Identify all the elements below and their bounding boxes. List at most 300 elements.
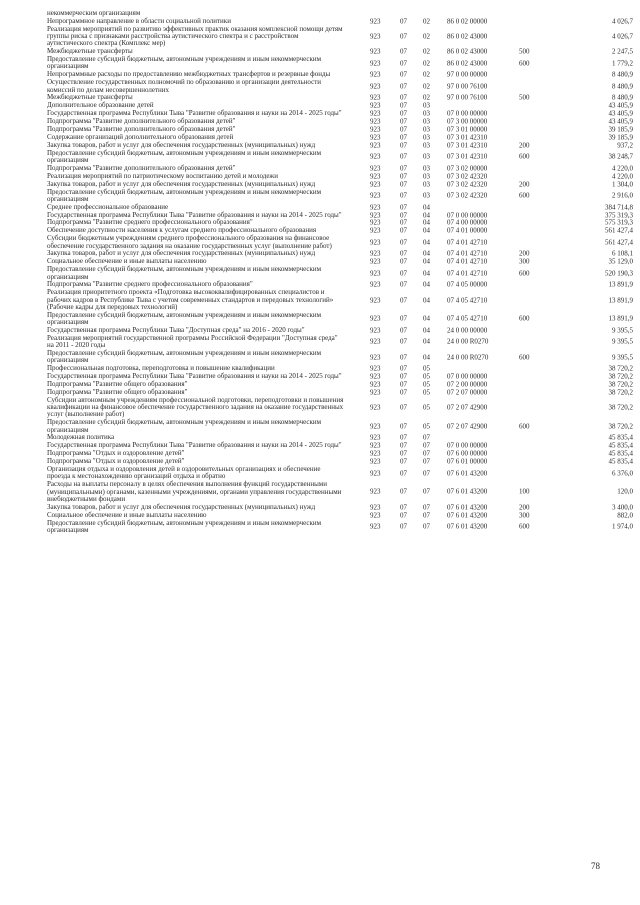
table-row (47, 466, 633, 481)
cell-subsection: 07 (423, 503, 430, 512)
cell-section: 07 (400, 117, 407, 126)
cell-section: 07 (400, 487, 407, 496)
cell-amount: 1 304,0 (612, 179, 633, 188)
table-row (47, 235, 633, 250)
cell-amount: 9 395,5 (612, 326, 633, 335)
cell-subsection: 04 (423, 210, 430, 219)
cell-subsection: 05 (423, 372, 430, 381)
cell-ved: 923 (370, 93, 381, 102)
cell-subsection: 07 (423, 449, 430, 458)
cell-name: Межбюджетные трансферты (47, 47, 133, 56)
cell-subsection: 04 (423, 202, 430, 211)
cell-target-article: 07 2 07 42900 (447, 403, 488, 412)
cell-ved: 923 (370, 522, 381, 531)
cell-amount: 882,0 (617, 510, 633, 519)
cell-section: 07 (400, 133, 407, 142)
cell-ved: 923 (370, 191, 381, 200)
cell-name: Подпрограмма "Развитие дополнительного образования детей" (47, 124, 236, 133)
cell-ved: 923 (370, 353, 381, 362)
cell-amount: 8 480,9 (612, 70, 633, 79)
cell-amount: 6 376,0 (612, 468, 633, 477)
cell-ved: 923 (370, 510, 381, 519)
cell-name: Подпрограмма "Развитие среднего профессионального образования" (47, 218, 253, 227)
cell-ved: 923 (370, 109, 381, 118)
cell-section: 07 (400, 109, 407, 118)
cell-ved: 923 (370, 141, 381, 150)
cell-section: 07 (400, 269, 407, 278)
cell-section: 07 (400, 403, 407, 412)
cell-name: Предоставление субсидий бюджетным, автономным учреждениям и иным некоммерческим организациям (47, 187, 322, 203)
cell-amount: 1 779,2 (612, 59, 633, 68)
cell-amount: 4 220,0 (612, 164, 633, 173)
cell-name: Молодежная политика (47, 433, 115, 442)
cell-name: Предоставление субсидий бюджетным, автономным учреждениям и иным некоммерческим организациям (47, 55, 322, 71)
table-row (47, 189, 633, 204)
cell-target-article: 07 4 01 42710 (447, 238, 488, 247)
cell-ved: 923 (370, 364, 381, 373)
cell-name: Подпрограмма "Развитие дополнительного образования детей" (47, 117, 236, 126)
cell-name: Реализация мероприятий по патриотическому воспитанию детей и молодежи (47, 171, 279, 180)
cell-section: 07 (400, 82, 407, 91)
cell-subsection: 02 (423, 82, 430, 91)
cell-target-article: 07 6 01 43200 (447, 522, 488, 531)
cell-section: 07 (400, 353, 407, 362)
cell-expense-type: 200 (519, 503, 530, 512)
cell-name: Социальное обеспечение и иные выплаты населению (47, 510, 207, 519)
cell-amount: 45 835,4 (608, 457, 633, 466)
cell-section: 07 (400, 249, 407, 258)
cell-ved: 923 (370, 117, 381, 126)
cell-section: 07 (400, 191, 407, 200)
cell-ved: 923 (370, 449, 381, 458)
cell-amount: 120,0 (617, 487, 633, 496)
cell-name: Подпрограмма "Развитие среднего профессионального образования" (47, 280, 253, 289)
cell-target-article: 07 0 00 00000 (447, 210, 488, 219)
cell-target-article: 07 6 01 43200 (447, 510, 488, 519)
cell-ved: 923 (370, 388, 381, 397)
cell-subsection: 04 (423, 353, 430, 362)
cell-expense-type: 600 (519, 59, 530, 68)
cell-target-article: 07 2 00 00000 (447, 380, 488, 389)
cell-ved: 923 (370, 172, 381, 181)
cell-target-article: 97 0 00 76100 (447, 93, 488, 102)
cell-name: Реализация мероприятий государственной программы Российской Федерации "Доступная среда" на 2011 - 2020 годы (47, 333, 338, 350)
cell-target-article: 07 6 01 43200 (447, 468, 488, 477)
cell-amount: 3 400,0 (612, 503, 633, 512)
cell-expense-type: 200 (519, 141, 530, 150)
cell-target-article: 86 0 02 43000 (447, 47, 488, 56)
cell-target-article: 07 6 01 43200 (447, 487, 488, 496)
cell-amount: 45 835,4 (608, 449, 633, 458)
cell-ved: 923 (370, 210, 381, 219)
cell-name: Организация отдыха и оздоровления детей в оздоровительных организациях и обеспечение проезда к местонахождению организаций отдыха и обратно (47, 465, 321, 481)
cell-subsection: 02 (423, 70, 430, 79)
cell-target-article: 07 3 02 42320 (447, 191, 488, 200)
cell-amount: 561 427,4 (605, 238, 633, 247)
table-row (47, 397, 633, 419)
cell-name: Содержание организаций дополнительного образования детей (47, 132, 234, 141)
cell-section: 07 (400, 280, 407, 289)
cell-subsection: 02 (423, 17, 430, 26)
cell-target-article: 07 3 01 42310 (447, 133, 488, 142)
cell-ved: 923 (370, 226, 381, 235)
cell-subsection: 07 (423, 457, 430, 466)
cell-name: Обеспечение доступности населения к услугам среднего профессионального образования (47, 226, 317, 235)
cell-ved: 923 (370, 152, 381, 161)
cell-section: 07 (400, 314, 407, 323)
cell-amount: 13 891,9 (608, 314, 633, 323)
table-row (47, 312, 633, 327)
cell-target-article: 07 6 01 43200 (447, 503, 488, 512)
cell-target-article: 07 4 01 42710 (447, 249, 488, 258)
table-row (47, 289, 633, 311)
cell-subsection: 03 (423, 179, 430, 188)
cell-target-article: 07 0 00 00000 (447, 372, 488, 381)
cell-ved: 923 (370, 164, 381, 173)
cell-section: 07 (400, 164, 407, 173)
cell-subsection: 04 (423, 226, 430, 235)
cell-subsection: 04 (423, 326, 430, 335)
cell-section: 07 (400, 179, 407, 188)
cell-expense-type: 500 (519, 93, 530, 102)
table-row (47, 481, 633, 503)
page-number: 78 (591, 861, 600, 871)
cell-expense-type: 600 (519, 314, 530, 323)
cell-section: 07 (400, 47, 407, 56)
cell-subsection: 04 (423, 257, 430, 266)
cell-subsection: 03 (423, 172, 430, 181)
cell-amount: 38 720,2 (608, 372, 633, 381)
cell-subsection: 04 (423, 295, 430, 304)
cell-target-article: 07 6 01 00000 (447, 457, 488, 466)
table-row (47, 26, 633, 48)
cell-name: Непрограммное направление в области социальной политики (47, 16, 231, 25)
cell-ved: 923 (370, 32, 381, 41)
table-row (47, 79, 633, 94)
cell-name: Предоставление субсидий бюджетным, автономным учреждениям и иным некоммерческим организациям (47, 310, 322, 327)
cell-ved: 923 (370, 179, 381, 188)
cell-amount: 38 720,2 (608, 388, 633, 397)
cell-expense-type: 600 (519, 191, 530, 200)
cell-expense-type: 600 (519, 269, 530, 278)
cell-subsection: 03 (423, 101, 430, 110)
cell-ved: 923 (370, 280, 381, 289)
cell-section: 07 (400, 457, 407, 466)
cell-section: 07 (400, 372, 407, 381)
cell-section: 07 (400, 172, 407, 181)
cell-subsection: 03 (423, 191, 430, 200)
budget-table (47, 10, 633, 535)
cell-ved: 923 (370, 70, 381, 79)
cell-section: 07 (400, 238, 407, 247)
cell-target-article: 07 4 01 42710 (447, 269, 488, 278)
cell-section: 07 (400, 226, 407, 235)
cell-amount: 575 319,3 (605, 218, 633, 227)
cell-subsection: 03 (423, 141, 430, 150)
cell-target-article: 07 0 00 00000 (447, 441, 488, 450)
cell-amount: 375 319,3 (605, 210, 633, 219)
cell-subsection: 05 (423, 364, 430, 373)
cell-subsection: 05 (423, 403, 430, 412)
cell-amount: 45 835,4 (608, 433, 633, 442)
cell-target-article: 86 0 02 43000 (447, 32, 488, 41)
cell-section: 07 (400, 326, 407, 335)
cell-ved: 923 (370, 326, 381, 335)
cell-amount: 1 974,0 (612, 522, 633, 531)
cell-section: 07 (400, 59, 407, 68)
cell-section: 07 (400, 422, 407, 431)
cell-section: 07 (400, 152, 407, 161)
cell-section: 07 (400, 388, 407, 397)
cell-ved: 923 (370, 101, 381, 110)
cell-ved: 923 (370, 422, 381, 431)
cell-target-article: 07 3 01 42310 (447, 152, 488, 161)
cell-amount: 43 405,9 (608, 109, 633, 118)
cell-name: Непрограммные расходы по предоставлению межбюджетных трансфертов и резервные фонды (47, 70, 331, 79)
cell-expense-type: 500 (519, 47, 530, 56)
cell-ved: 923 (370, 457, 381, 466)
cell-ved: 923 (370, 487, 381, 496)
cell-name: Закупка товаров, работ и услуг для обеспечения государственных (муниципальных) нужд (47, 502, 316, 511)
cell-expense-type: 100 (519, 487, 530, 496)
cell-name: Реализация мероприятий по развитию эффективных практик оказания комплексной помощи детям группы риска с признаками расстройства аутистического спектра и с расстройством аутистического спектра (Комплекс мер) (47, 24, 343, 48)
cell-section: 07 (400, 202, 407, 211)
cell-target-article: 86 0 02 00000 (447, 17, 488, 26)
cell-section: 07 (400, 449, 407, 458)
cell-target-article: 07 2 07 00000 (447, 388, 488, 397)
table-row (47, 520, 633, 535)
cell-subsection: 07 (423, 433, 430, 442)
table-row (47, 419, 633, 434)
table-row (47, 56, 633, 71)
cell-section: 07 (400, 433, 407, 442)
cell-target-article: 07 4 05 00000 (447, 280, 488, 289)
cell-section: 07 (400, 125, 407, 134)
cell-name: Закупка товаров, работ и услуг для обеспечения государственных (муниципальных) нужд (47, 179, 316, 188)
cell-name: Предоставление субсидий бюджетным, автономным учреждениям и иным некоммерческим организациям (47, 148, 322, 164)
cell-ved: 923 (370, 269, 381, 278)
table-row (47, 150, 633, 165)
cell-target-article: 07 3 02 42320 (447, 179, 488, 188)
cell-subsection: 02 (423, 47, 430, 56)
cell-subsection: 02 (423, 32, 430, 41)
cell-subsection: 03 (423, 152, 430, 161)
cell-amount: 6 108,1 (612, 249, 633, 258)
cell-target-article: 07 4 05 42710 (447, 295, 488, 304)
cell-ved: 923 (370, 59, 381, 68)
cell-target-article: 24 0 00 R0270 (447, 353, 489, 362)
cell-name: Подпрограмма "Отдых и оздоровление детей" (47, 449, 185, 458)
cell-amount: 2 916,0 (612, 191, 633, 200)
cell-target-article: 07 4 01 42710 (447, 257, 488, 266)
cell-name: Предоставление субсидий бюджетным, автономным учреждениям и иным некоммерческим организациям (47, 349, 322, 365)
cell-name: Предоставление субсидий бюджетным, автономным учреждениям и иным некоммерческим организациям (47, 418, 322, 434)
cell-expense-type: 300 (519, 257, 530, 266)
cell-amount: 38 248,7 (608, 152, 633, 161)
cell-ved: 923 (370, 337, 381, 346)
table-row (47, 266, 633, 281)
cell-ved: 923 (370, 47, 381, 56)
cell-subsection: 04 (423, 269, 430, 278)
cell-amount: 45 835,4 (608, 441, 633, 450)
cell-section: 07 (400, 503, 407, 512)
cell-target-article: 86 0 02 43000 (447, 59, 488, 68)
cell-section: 07 (400, 522, 407, 531)
cell-name: Предоставление субсидий бюджетным, автономным учреждениям и иным некоммерческим организациям (47, 518, 322, 534)
cell-target-article: 07 3 00 00000 (447, 117, 488, 126)
cell-amount: 4 026,7 (612, 32, 633, 41)
cell-target-article: 07 6 00 00000 (447, 449, 488, 458)
cell-target-article: 07 0 00 00000 (447, 109, 488, 118)
cell-expense-type: 300 (519, 510, 530, 519)
table-row (47, 350, 633, 365)
cell-subsection: 07 (423, 510, 430, 519)
cell-amount: 8 480,9 (612, 82, 633, 91)
cell-name: Субсидии автономным учреждениям профессиональной подготовки, переподготовки и повышения квалификации на финансовое обеспечение государственного задания на оказание государственных услуг (выполнение работ) (47, 395, 344, 419)
cell-amount: 35 129,0 (608, 257, 633, 266)
cell-amount: 4 026,7 (612, 17, 633, 26)
cell-ved: 923 (370, 218, 381, 227)
cell-ved: 923 (370, 202, 381, 211)
cell-amount: 2 247,5 (612, 47, 633, 56)
cell-name: Подпрограмма "Развитие общего образования" (47, 387, 188, 396)
cell-section: 07 (400, 295, 407, 304)
cell-amount: 38 720,2 (608, 403, 633, 412)
cell-name: Государственная программа Республики Тыва "Развитие образования и науки на 2014 - 2025 годы" (47, 210, 342, 219)
cell-section: 07 (400, 218, 407, 227)
cell-amount: 38 720,2 (608, 364, 633, 373)
cell-subsection: 03 (423, 125, 430, 134)
cell-amount: 9 395,5 (612, 353, 633, 362)
cell-subsection: 03 (423, 109, 430, 118)
cell-section: 07 (400, 380, 407, 389)
cell-amount: 384 714,8 (605, 202, 633, 211)
cell-name: Государственная программа Республики Тыва "Развитие образования и науки на 2014 - 2025 годы" (47, 372, 342, 381)
cell-section: 07 (400, 364, 407, 373)
cell-subsection: 05 (423, 388, 430, 397)
cell-ved: 923 (370, 403, 381, 412)
cell-subsection: 02 (423, 93, 430, 102)
cell-name: Государственная программа Республики Тыва "Развитие образования и науки на 2014 - 2025 годы" (47, 441, 342, 450)
cell-target-article: 24 0 00 00000 (447, 326, 488, 335)
cell-name: Социальное обеспечение и иные выплаты населению (47, 257, 207, 266)
cell-subsection: 07 (423, 441, 430, 450)
cell-section: 07 (400, 510, 407, 519)
cell-ved: 923 (370, 433, 381, 442)
cell-target-article: 07 3 01 00000 (447, 125, 488, 134)
cell-subsection: 04 (423, 218, 430, 227)
cell-ved: 923 (370, 249, 381, 258)
cell-subsection: 05 (423, 422, 430, 431)
cell-name: Закупка товаров, работ и услуг для обеспечения государственных (муниципальных) нужд (47, 249, 316, 258)
cell-target-article: 07 4 00 00000 (447, 218, 488, 227)
cell-section: 07 (400, 17, 407, 26)
cell-name: Среднее профессиональное образование (47, 202, 169, 211)
cell-amount: 39 185,9 (608, 125, 633, 134)
cell-ved: 923 (370, 314, 381, 323)
cell-amount: 8 480,9 (612, 93, 633, 102)
cell-subsection: 03 (423, 164, 430, 173)
cell-subsection: 07 (423, 468, 430, 477)
cell-section: 07 (400, 93, 407, 102)
cell-name: Подпрограмма "Развитие общего образования" (47, 380, 188, 389)
cell-section: 07 (400, 337, 407, 346)
cell-name: Государственная программа Республики Тыва "Развитие образования и науки на 2014 - 2025 годы" (47, 109, 342, 118)
cell-subsection: 07 (423, 487, 430, 496)
cell-ved: 923 (370, 441, 381, 450)
cell-ved: 923 (370, 257, 381, 266)
cell-name: Государственная программа Республики Тыва "Доступная среда" на 2016 - 2020 годы" (47, 325, 305, 334)
cell-ved: 923 (370, 295, 381, 304)
cell-subsection: 04 (423, 238, 430, 247)
cell-target-article: 07 2 07 42900 (447, 422, 488, 431)
cell-subsection: 05 (423, 380, 430, 389)
cell-amount: 13 891,9 (608, 280, 633, 289)
cell-section: 07 (400, 257, 407, 266)
cell-ved: 923 (370, 503, 381, 512)
cell-amount: 4 220,0 (612, 172, 633, 181)
cell-section: 07 (400, 101, 407, 110)
cell-target-article: 97 0 00 76100 (447, 82, 488, 91)
cell-target-article: 24 0 00 R0270 (447, 337, 489, 346)
cell-name: Межбюджетные трансферты (47, 93, 133, 102)
cell-expense-type: 600 (519, 522, 530, 531)
cell-name: Осуществление государственных полномочий по образованию и организации деятельности комиссий по делам несовершеннолетних (47, 78, 322, 94)
cell-amount: 561 427,4 (605, 226, 633, 235)
cell-expense-type: 600 (519, 152, 530, 161)
cell-subsection: 04 (423, 314, 430, 323)
cell-target-article: 07 4 05 42710 (447, 314, 488, 323)
cell-name: Расходы на выплаты персоналу в целях обеспечения выполнения функций государственными (муниципальными) органами, казенными учреждениями, органами управления государственными внебюджетными фондами (47, 480, 342, 503)
cell-expense-type: 200 (519, 249, 530, 258)
cell-ved: 923 (370, 380, 381, 389)
cell-amount: 9 395,5 (612, 337, 633, 346)
cell-name: Реализация приоритетного проекта «Подготовка высококвалифицированных специалистов и рабочих кадров в Республике Тыва с учетом современных стандартов и передовых технологий» (Рабочие кадры для передовых технологий) (47, 288, 334, 311)
cell-amount: 43 405,9 (608, 101, 633, 110)
cell-section: 07 (400, 468, 407, 477)
cell-ved: 923 (370, 372, 381, 381)
cell-expense-type: 600 (519, 353, 530, 362)
cell-target-article: 07 3 01 42310 (447, 141, 488, 150)
cell-name: Профессиональная подготовка, переподготовка и повышение квалификации (47, 364, 275, 373)
cell-section: 07 (400, 210, 407, 219)
cell-ved: 923 (370, 238, 381, 247)
cell-name: некоммерческим организациям (47, 9, 141, 17)
cell-name: Подпрограмма "Отдых и оздоровление детей" (47, 457, 185, 466)
cell-subsection: 07 (423, 522, 430, 531)
cell-name: Подпрограмма "Развитие дополнительного образования детей" (47, 163, 236, 172)
cell-name: Субсидии бюджетным учреждениям среднего профессионального образования на финансовое обеспечение государственного задания на оказание государственных услуг (выполнение работ) (47, 234, 332, 250)
cell-amount: 43 405,9 (608, 117, 633, 126)
cell-ved: 923 (370, 468, 381, 477)
cell-section: 07 (400, 441, 407, 450)
cell-ved: 923 (370, 125, 381, 134)
cell-ved: 923 (370, 82, 381, 91)
cell-section: 07 (400, 32, 407, 41)
cell-ved: 923 (370, 17, 381, 26)
table-row (47, 335, 633, 350)
cell-amount: 520 190,3 (605, 269, 633, 278)
cell-subsection: 02 (423, 59, 430, 68)
cell-target-article: 07 4 01 00000 (447, 226, 488, 235)
cell-subsection: 04 (423, 280, 430, 289)
cell-expense-type: 200 (519, 179, 530, 188)
cell-target-article: 07 3 02 42320 (447, 172, 488, 181)
cell-amount: 38 720,2 (608, 422, 633, 431)
cell-name: Дополнительное образование детей (47, 101, 154, 110)
cell-target-article: 07 3 02 00000 (447, 164, 488, 173)
cell-name: Предоставление субсидий бюджетным, автономным учреждениям и иным некоммерческим организациям (47, 265, 322, 281)
